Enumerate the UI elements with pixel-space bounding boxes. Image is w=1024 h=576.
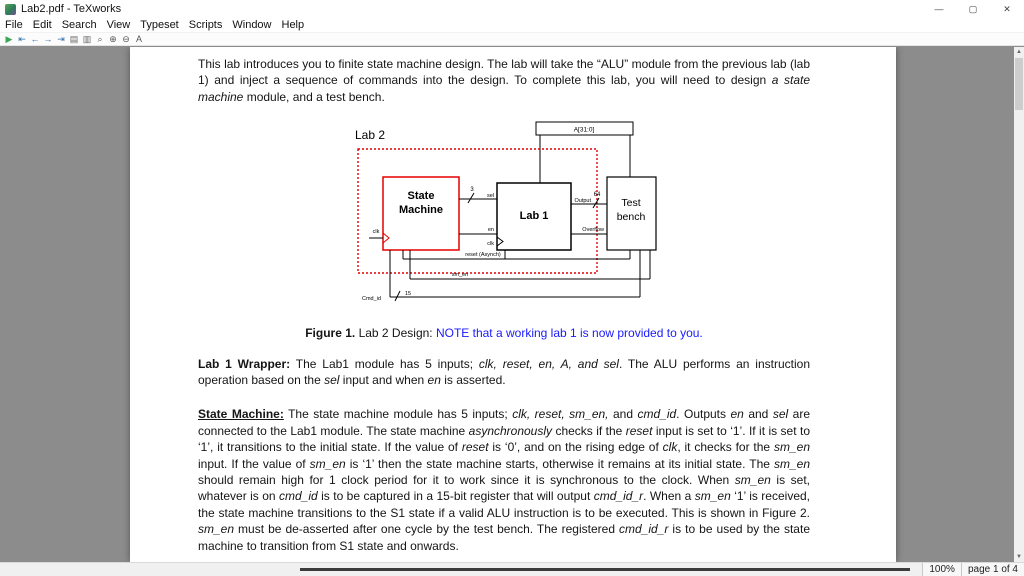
- sm-en-label: sm_en: [451, 272, 469, 279]
- figure-lab2-label: Lab 2: [355, 128, 386, 143]
- horizontal-scrollbar[interactable]: [0, 563, 922, 576]
- text-select-icon[interactable]: A: [135, 33, 142, 44]
- pdf-view-area: [0, 47, 1014, 562]
- page-content: [130, 47, 896, 554]
- clk-label-lab1: clk: [487, 241, 494, 248]
- clk-label-sm: clk: [372, 229, 380, 236]
- last-page-icon[interactable]: ⇥: [57, 33, 65, 44]
- vertical-scrollbar-thumb[interactable]: [1015, 58, 1023, 110]
- horizontal-scrollbar-thumb[interactable]: [300, 568, 910, 571]
- magnifier-icon[interactable]: ⌕: [97, 33, 103, 44]
- vertical-scrollbar[interactable]: [1014, 47, 1024, 562]
- figure-1-caption: Figure 1. Lab 2 Design: NOTE that a working lab 1 is now provided to you.: [305, 326, 703, 341]
- state-machine-paragraph: State Machine: The state machine module has 5 inputs; clk, reset, sm_en, and cmd_id. Outputs en and sel are connected to the Lab1 module. The state machine asynchronously checks if the reset input is set to ‘1’. If it is set to ‘1’, it transitions to the initial state. If the value of reset is ‘0’, and on the rising edge of clk, it checks for the sm_en input. If the value of sm_en is ‘1’ then the state machine starts, otherwise it remains at its initial state. The sm_en should remain high for 1 clock period for it to work since it is synchronous to the clock. When sm_en is set, whatever is on cmd_id is to be captured in a 15-bit register that will output cmd_id_r. When a sm_en ‘1’ is received, the state machine transitions to the S1 state if a valid ALU instruction is to be executed. This is shown in Figure 2. sm_en must be de-asserted after one cycle by the test bench. The registered cmd_id_r is to be used by the state machine to transition from S1 state and onwards.: [198, 407, 811, 553]
- menu-typeset[interactable]: Typeset: [140, 19, 179, 31]
- menu-help[interactable]: Help: [281, 19, 305, 31]
- page-indicator: page 1 of 4: [961, 563, 1024, 576]
- output-label: Output: [574, 198, 591, 205]
- typeset-icon[interactable]: ▶: [5, 33, 13, 44]
- state-machine-label-1: State: [407, 190, 435, 203]
- intro-paragraph: This lab introduces you to finite state machine design. The lab will take the “ALU” module from the previous lab (lab 1) and inject a sequence of commands into the design. To complete this lab, you will need to design a state machine module, and a test bench.: [198, 57, 810, 104]
- sel-bus-slash: [468, 193, 474, 203]
- reset-label: reset (Asynch): [465, 252, 501, 259]
- menu-scripts[interactable]: Scripts: [188, 19, 223, 31]
- window-title: Lab2.pdf - TeXworks: [21, 3, 122, 15]
- menu-search[interactable]: Search: [61, 19, 97, 31]
- zoom-out-icon[interactable]: ⊖: [122, 33, 130, 44]
- lab1-wrapper-paragraph: Lab 1 Wrapper: The Lab1 module has 5 inputs; clk, reset, en, A, and sel. The ALU performs an instruction operation based on the sel input and when en is asserted.: [198, 356, 810, 388]
- menu-edit[interactable]: Edit: [32, 19, 52, 31]
- figure-1-diagram: [345, 119, 660, 315]
- scroll-down-arrow-icon[interactable]: ▼: [1016, 554, 1022, 560]
- minimize-button[interactable]: —: [934, 4, 944, 14]
- zoom-level: 100%: [922, 563, 961, 576]
- figure-1: [198, 119, 810, 315]
- pdf-page: [130, 47, 896, 562]
- next-page-icon[interactable]: →: [43, 33, 53, 44]
- test-bench-label-2: bench: [616, 211, 646, 224]
- maximize-button[interactable]: ▢: [968, 3, 978, 14]
- zoom-in-icon[interactable]: ⊕: [109, 33, 117, 44]
- output-bus-slash: [593, 198, 599, 208]
- sel-width-label: 3: [470, 187, 474, 194]
- scroll-up-arrow-icon[interactable]: ▲: [1016, 49, 1022, 55]
- menu-window[interactable]: Window: [232, 19, 272, 31]
- menu-bar: [0, 18, 1024, 33]
- overflow-label: Overflow: [582, 227, 604, 234]
- sel-label: sel: [486, 193, 494, 200]
- menu-file[interactable]: File: [5, 19, 23, 31]
- lab1-label: Lab 1: [519, 210, 549, 223]
- title-bar: [0, 0, 1024, 18]
- app-icon: [5, 4, 16, 15]
- en-label: en: [487, 227, 494, 234]
- state-machine-label-2: Machine: [398, 204, 444, 217]
- menu-view[interactable]: View: [106, 19, 131, 31]
- first-page-icon[interactable]: ⇤: [18, 33, 26, 44]
- cmd-id-label: Cmd_id: [362, 296, 381, 303]
- close-button[interactable]: ✕: [1003, 3, 1011, 14]
- continuous-page-icon[interactable]: ▥: [82, 33, 92, 44]
- test-bench-label-1: Test: [621, 197, 641, 210]
- previous-page-icon[interactable]: ←: [30, 33, 40, 44]
- cmd-id-width-label: 15: [405, 291, 412, 298]
- a-bus-label: A[31:0]: [573, 126, 595, 134]
- status-bar: [0, 562, 1024, 576]
- tool-bar: [0, 33, 1024, 46]
- output-width-label: 64: [593, 192, 601, 199]
- cmd-id-bus-slash: [395, 291, 400, 301]
- single-page-icon[interactable]: ▤: [69, 33, 79, 44]
